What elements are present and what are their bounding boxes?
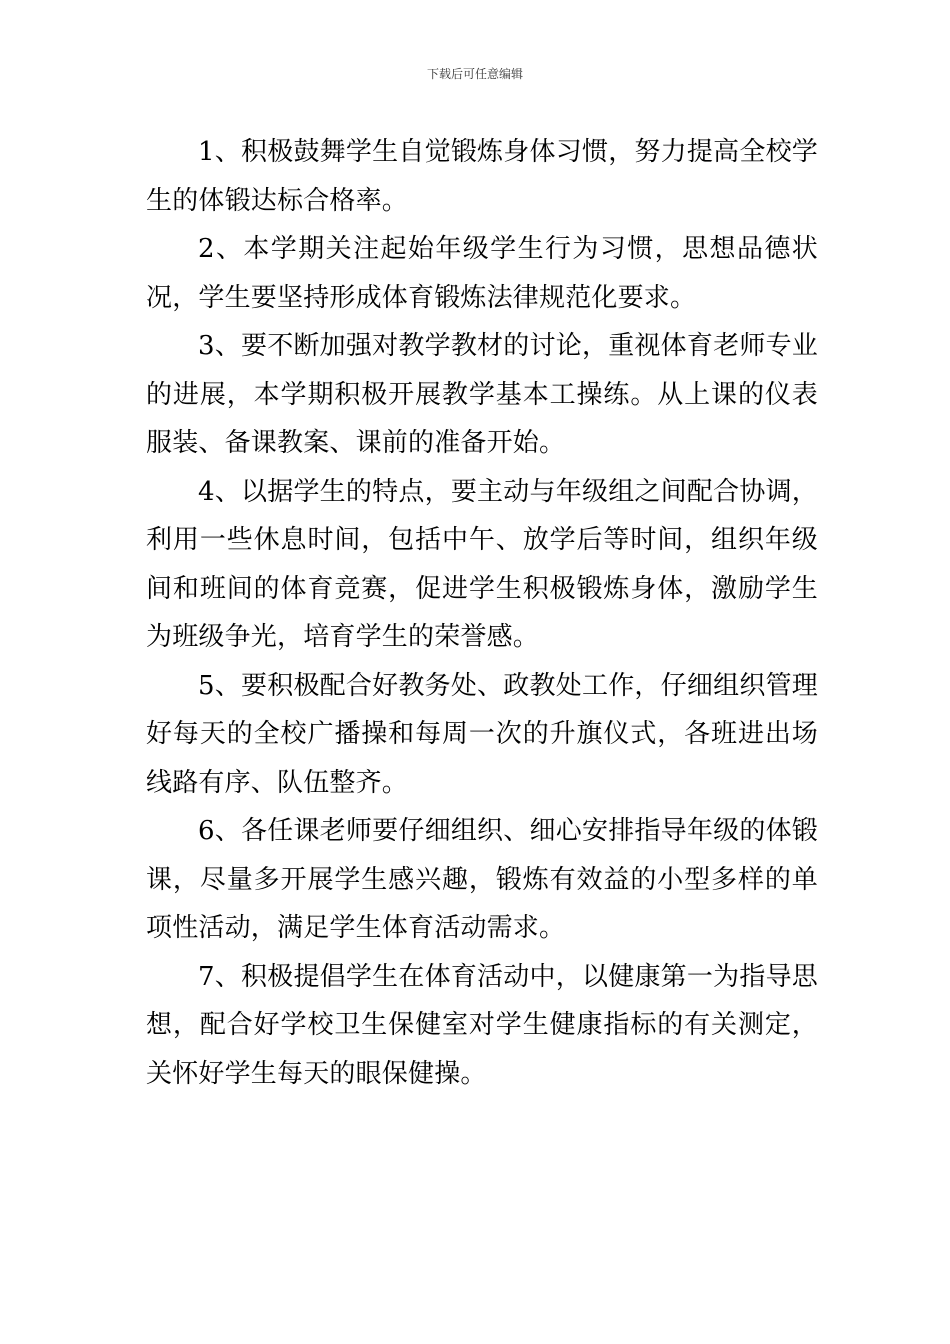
paragraph-3: 3、要不断加强对教学教材的讨论，重视体育老师专业的进展，本学期积极开展教学基本工操练。从上课的仪表服装、备课教案、课前的准备开始。 [146,331,818,458]
paragraph-5: 5、要积极配合好教务处、政教处工作，仔细组织管理好每天的全校广播操和每周一次的升旗仪式，各班进出场线路有序、队伍整齐。 [146,670,818,798]
paragraph-7: 7、积极提倡学生在体育活动中，以健康第一为指导思想，配合好学校卫生保健室对学生健康指标的有关测定，关怀好学生每天的眼保健操。 [146,961,818,1089]
page-header: 下载后可任意编辑 [426,67,523,81]
paragraph-4: 4、以据学生的特点，要主动与年级组之间配合协调，利用一些休息时间，包括中午、放学后等时间，组织年级间和班间的体育竞赛，促进学生积极锻炼身体，激励学生为班级争光，培育学生的荣誉感。 [146,476,818,652]
paragraph-6: 6、各任课老师要仔细组织、细心安排指导年级的体锻课，尽量多开展学生感兴趣，锻炼有效益的小型多样的单项性活动，满足学生体育活动需求。 [146,816,818,943]
paragraph-1: 1、积极鼓舞学生自觉锻炼身体习惯，努力提高全校学生的体锻达标合格率。 [146,137,818,216]
paragraph-2: 2、本学期关注起始年级学生行为习惯，思想品德状况，学生要坚持形成体育锻炼法律规范化要求。 [146,234,818,313]
document-body [146,128,818,1098]
